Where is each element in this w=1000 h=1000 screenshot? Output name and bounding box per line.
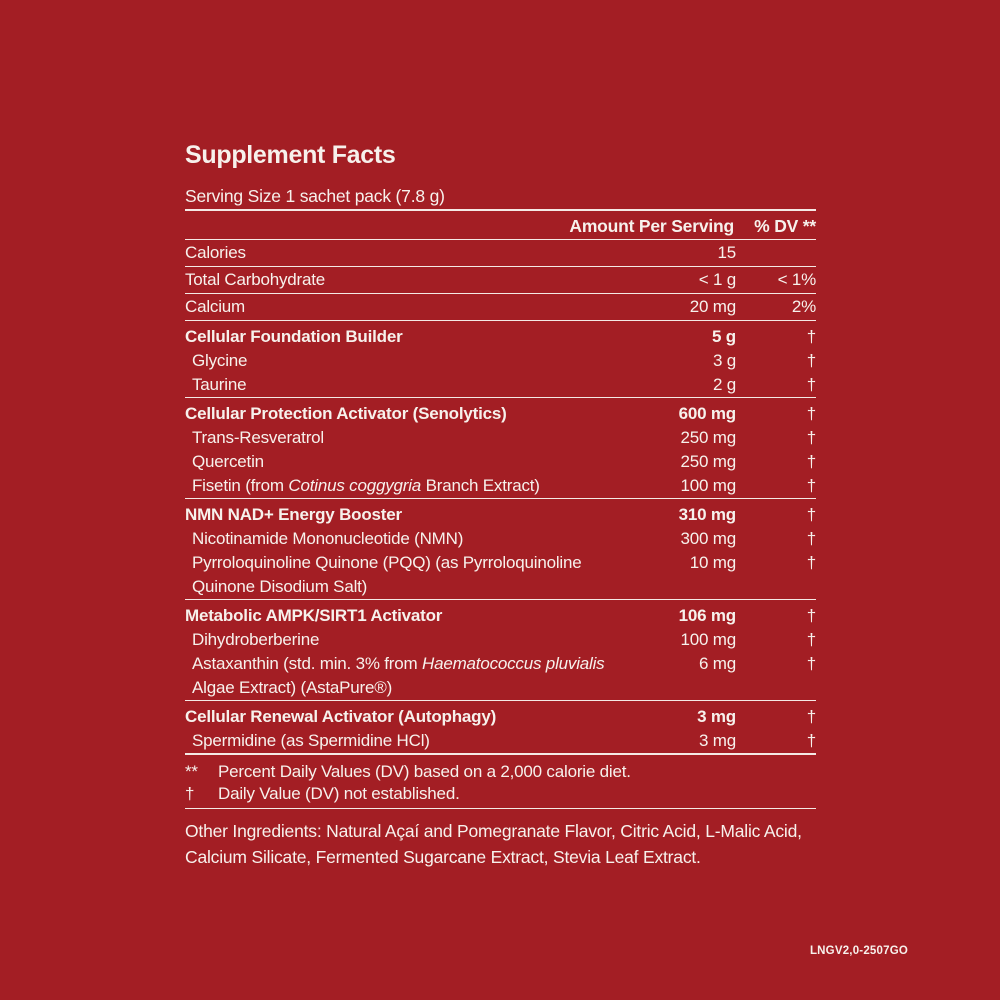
ingredient-dv-dagger: †	[806, 553, 816, 572]
section-amount: 3 mg	[697, 707, 736, 726]
section-amount: 600 mg	[678, 404, 736, 423]
section-name: Metabolic AMPK/SIRT1 Activator	[185, 606, 443, 625]
ingredient-row-spermidine	[185, 729, 816, 755]
footnote-text: Percent Daily Values (DV) based on a 2,000 calorie diet.	[218, 762, 631, 781]
ingredient-dv-dagger: †	[806, 654, 816, 673]
ingredient-dv-dagger: †	[806, 428, 816, 447]
section-cellular-renewal-activator	[185, 701, 816, 755]
ingredient-name: Pyrroloquinoline Quinone (PQQ) (as Pyrroloquinoline Quinone Disodium Salt)	[192, 553, 582, 596]
ingredient-name: Dihydroberberine	[192, 630, 320, 649]
ingredient-amount: 300 mg	[680, 529, 736, 548]
section-name: Cellular Renewal Activator (Autophagy)	[185, 707, 497, 726]
ingredient-amount: 250 mg	[680, 428, 736, 447]
ingredient-name: Trans-Resveratrol	[192, 428, 325, 447]
other-ingredients: Other Ingredients: Natural Açaí and Pomegranate Flavor, Citric Acid, L-Malic Acid, Calcium Silicate, Fermented Sugarcane Extract, Stevia Leaf Extract.	[185, 821, 802, 867]
ingredient-row-quercetin	[185, 450, 816, 474]
ingredient-amount: 3 mg	[699, 731, 736, 750]
column-header-amount: Amount Per Serving	[569, 216, 734, 236]
ingredient-name: Astaxanthin (std. min. 3% from Haematococcus pluvialis Algae Extract) (AstaPure®)	[192, 654, 605, 697]
supplement-facts-title: Supplement Facts	[185, 141, 396, 169]
section-name: Cellular Foundation Builder	[185, 327, 403, 346]
supplement-facts-panel	[185, 141, 816, 870]
ingredient-dv-dagger: †	[806, 452, 816, 471]
ingredient-name: Glycine	[192, 351, 248, 370]
section-header-row	[185, 499, 816, 527]
ingredient-name: Nicotinamide Mononucleotide (NMN)	[192, 529, 464, 548]
section-dv-dagger: †	[806, 404, 816, 423]
section-amount: 5 g	[712, 327, 736, 346]
section-header-row	[185, 398, 816, 426]
ingredient-row-glycine	[185, 349, 816, 373]
ingredient-row-fisetin	[185, 474, 816, 499]
footnote-text: Daily Value (DV) not established.	[218, 784, 460, 803]
ingredient-dv-dagger: †	[806, 630, 816, 649]
ingredient-dv-dagger: †	[806, 476, 816, 495]
nutrient-dv: < 1%	[777, 270, 816, 289]
nutrient-amount: 20 mg	[689, 297, 736, 316]
column-header-row	[185, 211, 816, 240]
ingredient-name: Spermidine (as Spermidine HCl)	[192, 731, 430, 750]
ingredient-row-taurine	[185, 373, 816, 398]
ingredient-amount: 10 mg	[689, 553, 736, 572]
ingredient-row-astaxanthin	[185, 652, 816, 701]
nutrient-row-calcium	[185, 294, 816, 321]
section-cellular-protection-activator	[185, 398, 816, 499]
ingredient-name: Quercetin	[192, 452, 264, 471]
section-amount: 106 mg	[678, 606, 736, 625]
ingredient-dv-dagger: †	[806, 731, 816, 750]
section-dv-dagger: †	[806, 707, 816, 726]
nutrient-row-carbohydrate	[185, 267, 816, 294]
ingredient-amount: 6 mg	[699, 654, 736, 673]
section-dv-dagger: †	[806, 505, 816, 524]
product-code: LNGV2,0-2507GO	[809, 945, 908, 957]
ingredient-dv-dagger: †	[806, 529, 816, 548]
section-header-row	[185, 600, 816, 628]
ingredient-amount: 100 mg	[680, 476, 736, 495]
section-metabolic-ampk-sirt1-activator	[185, 600, 816, 701]
nutrient-amount: 15	[717, 243, 736, 262]
ingredient-row-trans-resveratrol	[185, 426, 816, 450]
section-dv-dagger: †	[806, 327, 816, 346]
ingredient-amount: 3 g	[712, 351, 736, 370]
footnote-marker: **	[185, 762, 198, 781]
nutrient-amount: < 1 g	[698, 270, 736, 289]
section-header-row	[185, 701, 816, 729]
ingredient-row-dihydroberberine	[185, 628, 816, 652]
ingredient-dv-dagger: †	[806, 375, 816, 394]
nutrient-name: Calories	[185, 243, 246, 262]
ingredient-name: Taurine	[192, 375, 247, 394]
section-dv-dagger: †	[806, 606, 816, 625]
section-amount: 310 mg	[678, 505, 736, 524]
nutrient-name: Total Carbohydrate	[185, 270, 326, 289]
ingredient-name: Fisetin (from Cotinus coggygria Branch Extract)	[192, 476, 540, 495]
ingredient-dv-dagger: †	[806, 351, 816, 370]
nutrient-dv: 2%	[791, 297, 816, 316]
footnote-marker: †	[185, 784, 195, 803]
section-name: NMN NAD+ Energy Booster	[185, 505, 402, 524]
footnote-dv-not-established	[185, 783, 816, 805]
section-header-row	[185, 321, 816, 349]
footnotes	[185, 755, 816, 809]
ingredient-amount: 100 mg	[680, 630, 736, 649]
column-header-dv: % DV **	[754, 216, 816, 236]
section-name: Cellular Protection Activator (Senolytics)	[185, 404, 507, 423]
serving-size: Serving Size 1 sachet pack (7.8 g)	[185, 186, 816, 211]
section-cellular-foundation-builder	[185, 321, 816, 398]
ingredient-row-nmn	[185, 527, 816, 551]
ingredient-row-pqq	[185, 551, 816, 600]
nutrient-name: Calcium	[185, 297, 246, 316]
ingredient-amount: 250 mg	[680, 452, 736, 471]
nutrient-row-calories	[185, 240, 816, 267]
ingredient-amount: 2 g	[712, 375, 736, 394]
footnote-percent-dv	[185, 761, 816, 783]
section-nmn-nad-energy-booster	[185, 499, 816, 600]
